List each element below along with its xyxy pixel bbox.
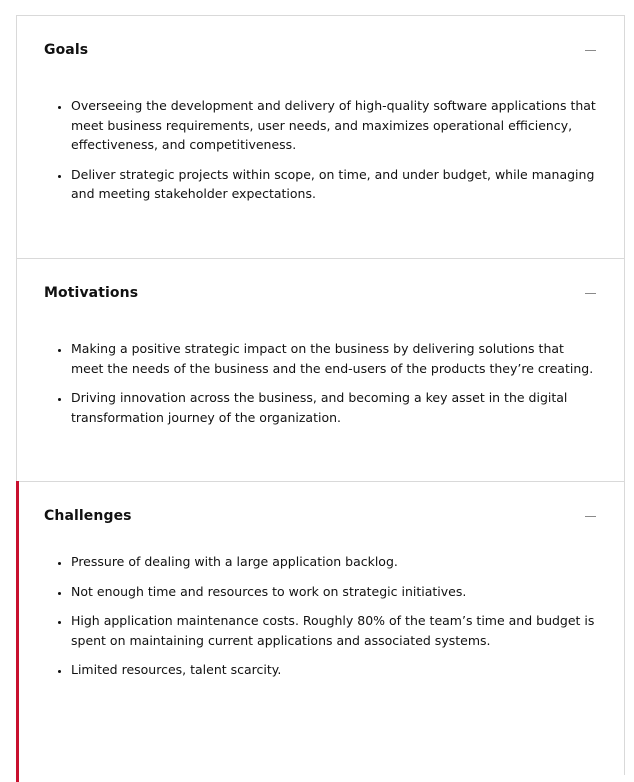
- minus-icon[interactable]: [585, 50, 596, 51]
- list-item: • Limited resources, talent scarcity.: [71, 660, 600, 680]
- list-item: • Not enough time and resources to work on strategic initiatives.: [71, 582, 600, 602]
- minus-icon[interactable]: [585, 293, 596, 294]
- accordion: [16, 15, 625, 775]
- section-motivations-body: [17, 329, 624, 427]
- section-title: Challenges: [44, 508, 132, 524]
- list-item: • Making a positive strategic impact on the business by delivering solutions that meet the needs of the business and the end-users of the products they’re creating.: [71, 339, 600, 378]
- section-challenges: [17, 482, 624, 782]
- section-challenges-header[interactable]: [17, 482, 624, 552]
- minus-icon[interactable]: [585, 516, 596, 517]
- list-item: • High application maintenance costs. Roughly 80% of the team’s time and budget is spent on maintaining current applications and associated systems.: [71, 611, 600, 650]
- section-title: Motivations: [44, 285, 139, 301]
- list-item: • Pressure of dealing with a large application backlog.: [71, 552, 600, 572]
- bullet-list: [51, 96, 600, 204]
- list-item: • Overseeing the development and delivery of high-quality software applications that meet business requirements, user needs, and maximizes operational efficiency, effectiveness, and competitiveness.: [71, 96, 600, 155]
- list-item: • Deliver strategic projects within scope, on time, and under budget, while managing and meeting stakeholder expectations.: [71, 165, 600, 204]
- section-challenges-body: [17, 552, 624, 680]
- section-goals: [17, 16, 624, 259]
- bullet-list: [51, 552, 600, 680]
- section-motivations-header[interactable]: [17, 259, 624, 329]
- section-goals-header[interactable]: [17, 16, 624, 86]
- section-title: Goals: [44, 42, 89, 58]
- section-motivations: [17, 259, 624, 482]
- list-item: • Driving innovation across the business, and becoming a key asset in the digital transformation journey of the organization.: [71, 388, 600, 427]
- bullet-list: [51, 339, 600, 427]
- section-goals-body: [17, 86, 624, 204]
